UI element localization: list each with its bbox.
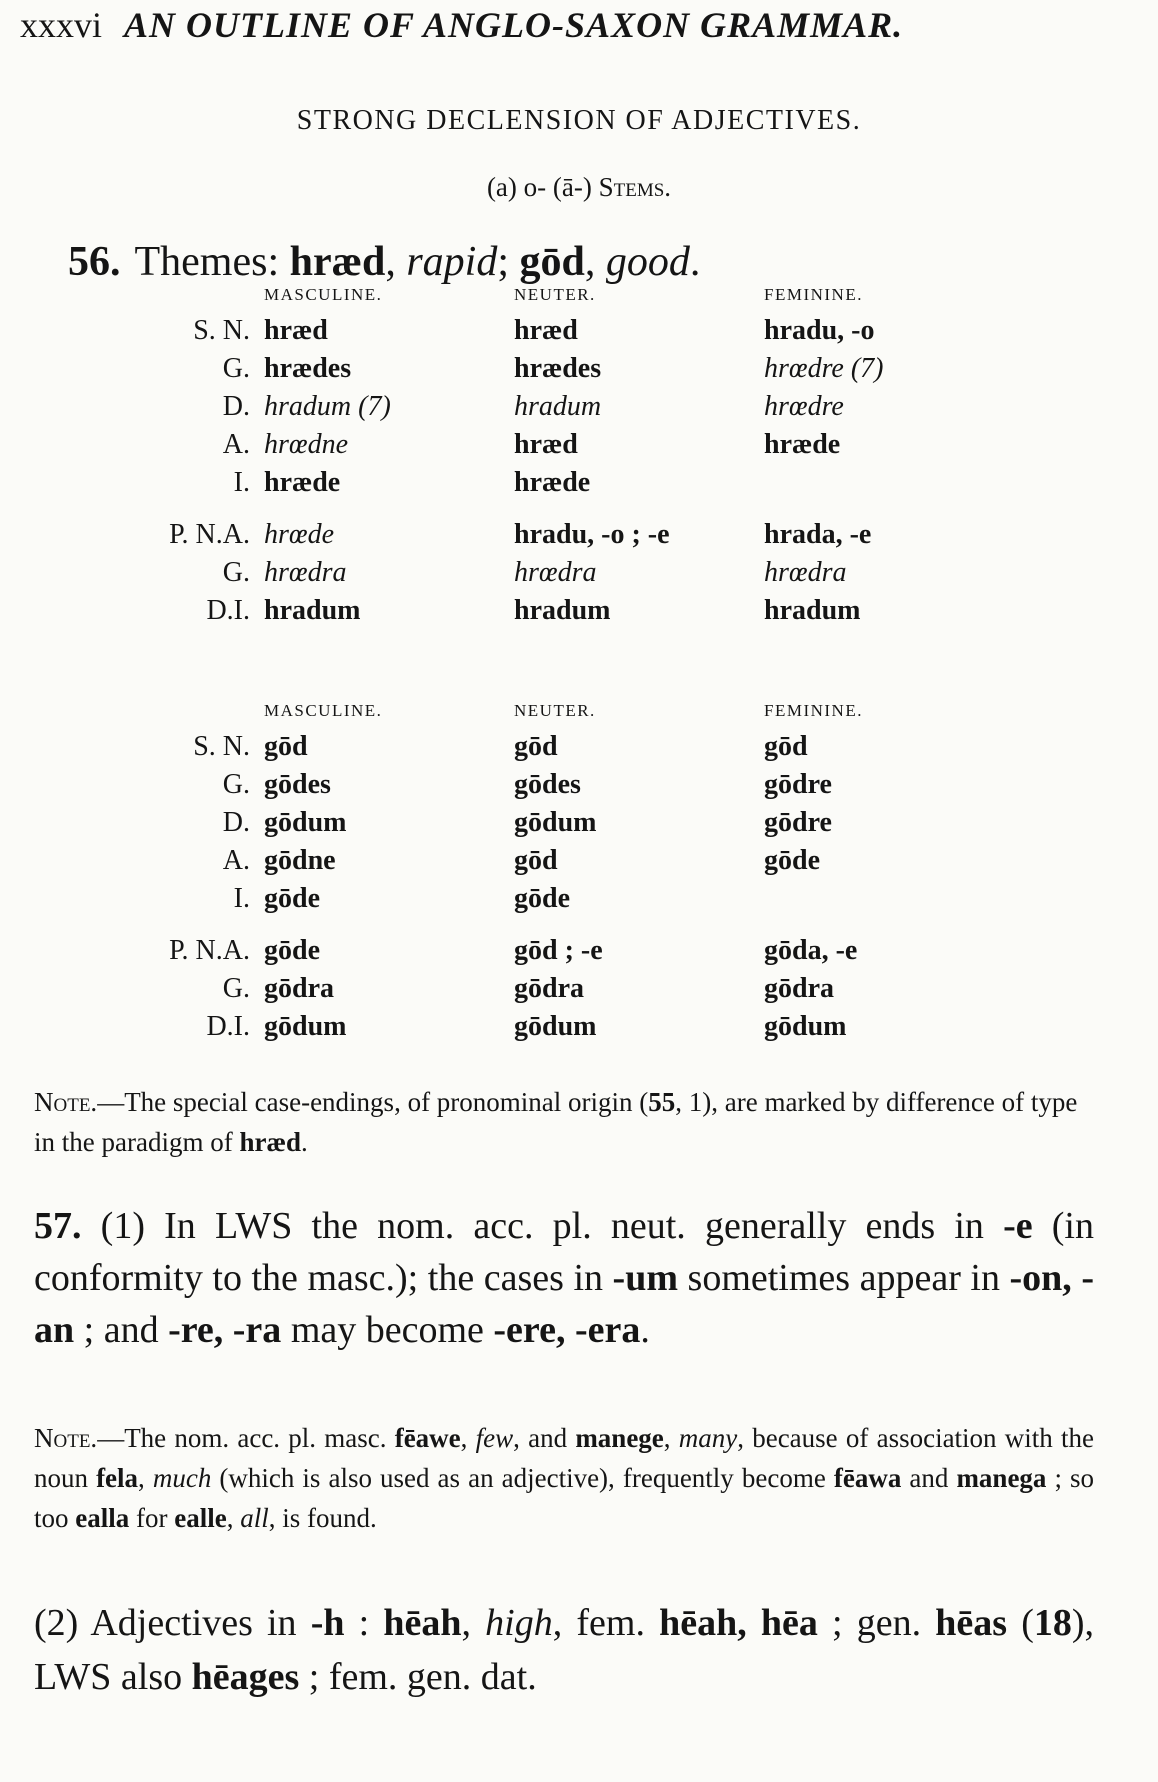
form-cell: hradum xyxy=(264,595,361,626)
theme-word-2: gōd xyxy=(519,239,585,285)
case-label: D.I. xyxy=(206,1011,250,1042)
running-title: AN OUTLINE OF ANGLO-SAXON GRAMMAR. xyxy=(124,5,904,45)
column-header: NEUTER. xyxy=(514,285,596,304)
table-row xyxy=(140,970,984,1008)
case-label: G. xyxy=(222,769,250,800)
form-cell: gōdne xyxy=(264,845,336,876)
form-cell: gōd xyxy=(264,731,308,762)
form-cell: gōdum xyxy=(764,1011,847,1042)
form-cell: gōdra xyxy=(514,973,584,1004)
table-row xyxy=(140,766,984,804)
form-cell: hradu, -o xyxy=(764,315,875,346)
theme-gloss-2: good xyxy=(605,239,690,285)
table-row xyxy=(140,918,984,970)
table-row xyxy=(140,502,984,554)
note-feawe-manege: Note.—The nom. acc. pl. masc. fēawe, few, and manege, many, because of association with the noun fela, much (which is also used as an adjective), frequently become fēawa and manega ; so too ealla for ealle, all, is found. xyxy=(34,1423,1095,1533)
note-type-difference: Note.—The special case-endings, of pronominal origin (55, 1), are marked by difference of type in the paradigm of hræd. xyxy=(34,1087,1078,1157)
form-cell: gōdre xyxy=(764,807,832,838)
form-cell: hrœdra xyxy=(264,557,347,588)
form-cell: hradum xyxy=(764,595,861,626)
table-row xyxy=(140,592,984,630)
case-label: G. xyxy=(222,557,250,588)
case-label: S. N. xyxy=(193,731,250,762)
case-label: S. N. xyxy=(193,315,250,346)
cross-reference: 18 xyxy=(1033,1602,1072,1644)
column-header: NEUTER. xyxy=(514,701,596,720)
theme-gloss-1: rapid xyxy=(406,239,498,285)
form-cell: gōdum xyxy=(264,1011,347,1042)
case-label: P. N.A. xyxy=(169,519,250,550)
form-cell: hrada, -e xyxy=(764,519,872,550)
table-row xyxy=(140,312,984,350)
column-header: MASCULINE. xyxy=(264,285,383,304)
table-row xyxy=(140,804,984,842)
form-cell: gōdum xyxy=(514,1011,597,1042)
table-row xyxy=(140,388,984,426)
themes-heading: 56. Themes: hræd, rapid; gōd, good. xyxy=(68,239,701,285)
form-cell: hrædes xyxy=(264,353,352,384)
form-cell: hræde xyxy=(514,467,591,498)
form-cell: hrœdne xyxy=(264,429,348,460)
form-cell: hradum xyxy=(514,391,602,422)
form-cell: gōdum xyxy=(264,807,347,838)
case-label: I. xyxy=(233,883,250,914)
subsection-title xyxy=(0,172,1158,203)
form-cell: gōde xyxy=(764,845,820,876)
form-cell: gōdra xyxy=(764,973,834,1004)
table-row xyxy=(140,842,984,880)
column-header: MASCULINE. xyxy=(264,701,383,720)
form-cell: gōd xyxy=(514,845,558,876)
page-folio: xxxvi xyxy=(20,5,103,45)
form-cell: hrœdra xyxy=(514,557,597,588)
case-label: G. xyxy=(222,973,250,1004)
case-label: D. xyxy=(222,391,250,422)
paradigm-table-hraed xyxy=(140,278,984,630)
table-row xyxy=(140,426,984,464)
paradigm-table-god xyxy=(140,694,984,1046)
form-cell: gōdes xyxy=(514,769,581,800)
form-cell: gōdra xyxy=(264,973,334,1004)
form-cell: hrœdre xyxy=(764,391,844,422)
paragraph-57: 57. (1) In LWS the nom. acc. pl. neut. generally ends in -e (in conformity to the masc.); the cases in -um sometimes appear in -on, -an ; and -re, -ra may become -ere, -era. xyxy=(34,1205,1094,1351)
headword: hræd xyxy=(239,1127,301,1157)
form-cell: hræd xyxy=(264,315,328,346)
running-head xyxy=(20,4,903,46)
table-row xyxy=(140,1008,984,1046)
case-label: I. xyxy=(233,467,250,498)
form-cell: gōdre xyxy=(764,769,832,800)
table-row xyxy=(140,728,984,766)
case-label: G. xyxy=(222,353,250,384)
cross-reference: 55 xyxy=(648,1087,676,1117)
subsection-prefix: (a) o- (ā-) xyxy=(486,172,599,202)
column-header: FEMININE. xyxy=(764,285,863,304)
form-cell: gōde xyxy=(514,883,570,914)
subsection-label: Stems. xyxy=(598,172,672,202)
themes-label: Themes: xyxy=(134,239,290,285)
form-cell: hrœdra xyxy=(764,557,847,588)
case-label: D.I. xyxy=(206,595,250,626)
table-row xyxy=(140,464,984,502)
form-cell: gōd xyxy=(514,731,558,762)
theme-word-1: hræd xyxy=(289,239,386,285)
form-cell: gōda, -e xyxy=(764,935,858,966)
section-title: STRONG DECLENSION OF ADJECTIVES. xyxy=(296,105,862,136)
form-cell xyxy=(764,464,984,502)
case-label: D. xyxy=(222,807,250,838)
table-row xyxy=(140,880,984,918)
case-label: P. N.A. xyxy=(169,935,250,966)
form-cell: gōde xyxy=(264,935,320,966)
paragraph-number-57: 57. xyxy=(34,1205,82,1247)
form-cell: hrœdre (7) xyxy=(764,353,884,384)
form-cell: gōde xyxy=(264,883,320,914)
case-label: A. xyxy=(222,429,250,460)
form-cell: hradu, -o ; -e xyxy=(514,519,670,550)
form-cell: gōd ; -e xyxy=(514,935,603,966)
note-label: Note. xyxy=(34,1423,98,1453)
form-cell: gōdum xyxy=(514,807,597,838)
form-cell: hradum (7) xyxy=(264,391,391,422)
form-cell: hræde xyxy=(764,429,841,460)
table-row xyxy=(140,554,984,592)
column-header: FEMININE. xyxy=(764,701,863,720)
paragraph-57-2: (2) Adjectives in -h : hēah, high, fem. hēah, hēa ; gen. hēas (18), LWS also hēages ; fem. gen. dat. xyxy=(34,1602,1095,1698)
form-cell: hrœde xyxy=(264,519,334,550)
paragraph-number-56: 56. xyxy=(68,239,121,285)
form-cell: hræde xyxy=(264,467,341,498)
form-cell: hræd xyxy=(514,429,578,460)
form-cell: hræd xyxy=(514,315,578,346)
table-row xyxy=(140,350,984,388)
form-cell: hradum xyxy=(514,595,611,626)
form-cell xyxy=(764,880,984,918)
note-label: Note. xyxy=(34,1087,98,1117)
form-cell: gōdes xyxy=(264,769,331,800)
form-cell: gōd xyxy=(764,731,808,762)
form-cell: hrædes xyxy=(514,353,602,384)
case-label: A. xyxy=(222,845,250,876)
